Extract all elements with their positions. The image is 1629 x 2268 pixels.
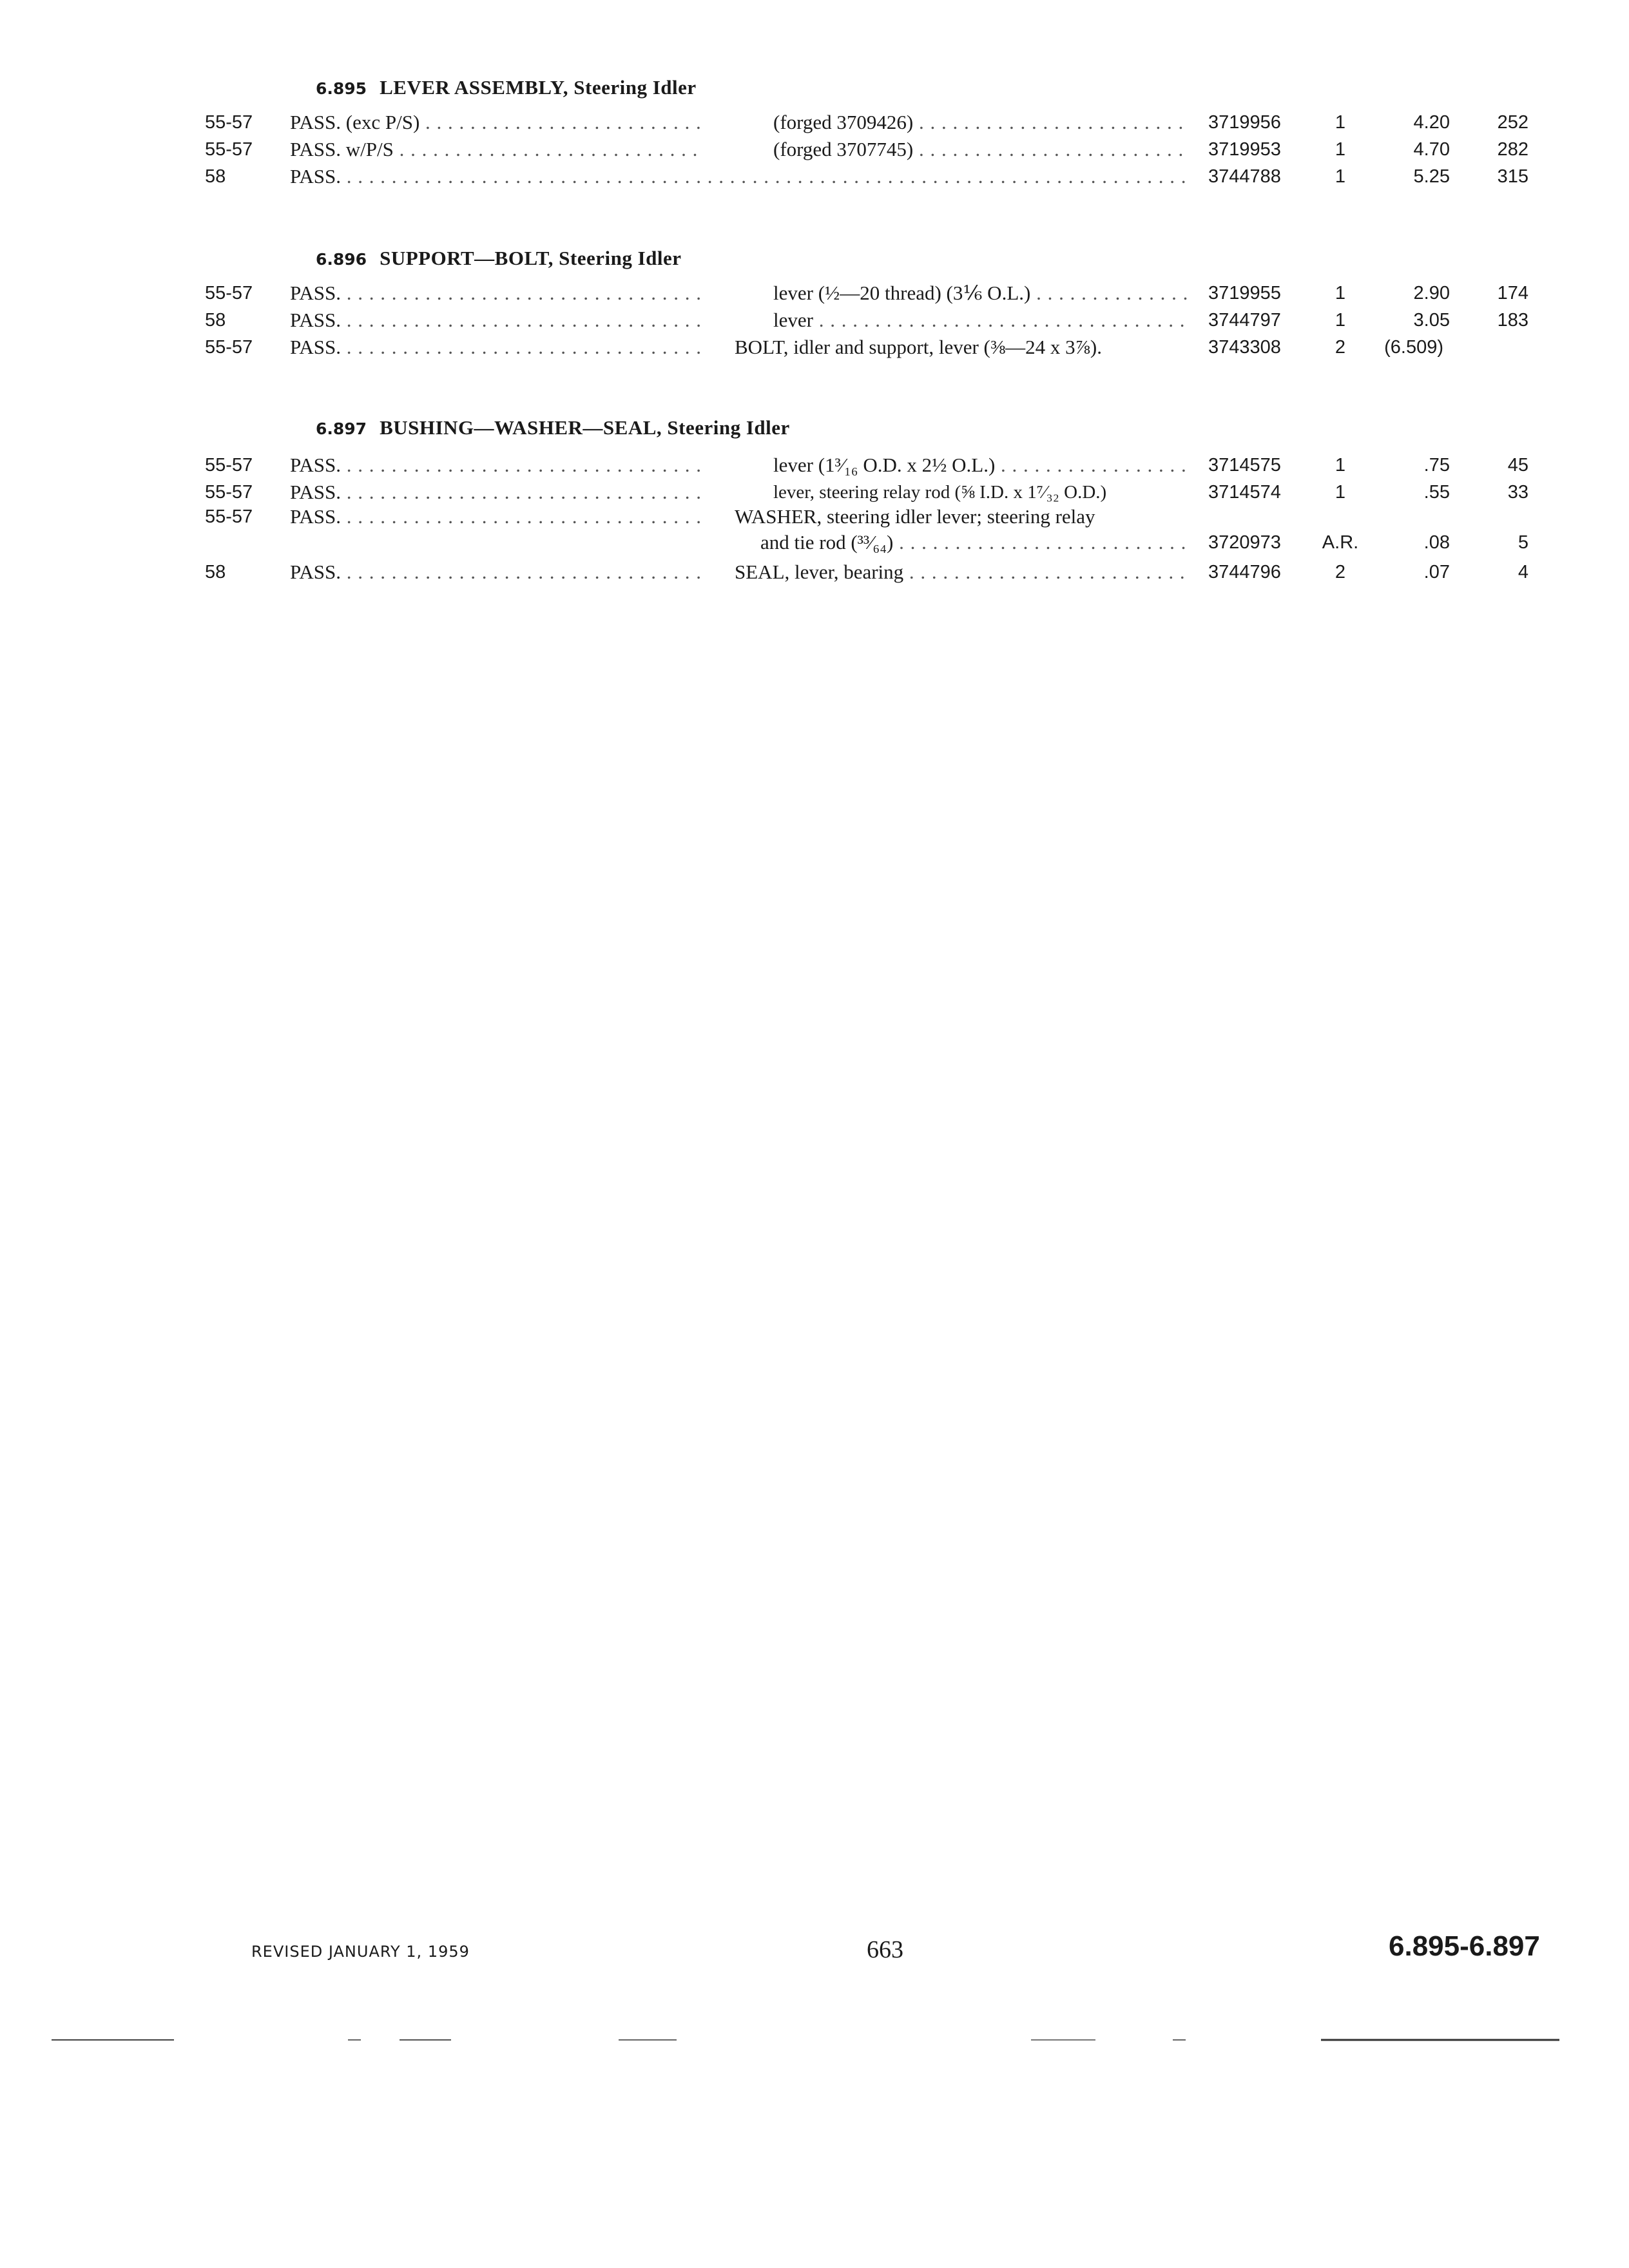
scan-artifact-line xyxy=(0,2039,1559,2041)
part-number: 3714574 xyxy=(1208,482,1281,503)
section-number: 6.897 xyxy=(316,419,367,438)
model: PASS. . . . xyxy=(290,452,702,478)
section-range: 6.895-6.897 xyxy=(1389,1930,1540,1962)
table-row xyxy=(0,110,1629,135)
description: lever (½—20 thread) (3⅙ O.L.) . . . xyxy=(773,280,1187,306)
quantity: 1 xyxy=(1335,455,1346,476)
description: lever, steering relay rod (⅝ I.D. x 1⁷⁄₃₂ O.D.) xyxy=(773,482,1107,503)
model: PASS. . . . xyxy=(290,479,702,505)
flat-rate: 174 xyxy=(1497,283,1528,303)
page-number: 663 xyxy=(867,1936,903,1963)
table-row xyxy=(0,452,1629,478)
years: 55-57 xyxy=(205,283,253,303)
flat-rate: 183 xyxy=(1497,310,1528,331)
flat-rate: 33 xyxy=(1507,482,1528,503)
flat-rate: 5 xyxy=(1518,532,1528,553)
model: PASS. . . . xyxy=(290,504,702,530)
price: (6.509) xyxy=(1384,337,1443,358)
years: 55-57 xyxy=(205,455,253,476)
flat-rate: 4 xyxy=(1518,562,1528,582)
section-title: LEVER ASSEMBLY, Steering Idler xyxy=(380,76,697,99)
section-number: 6.895 xyxy=(316,79,367,98)
model: PASS. . . . xyxy=(290,164,1187,189)
description: BOLT, idler and support, lever (⅜—24 x 3⅞). xyxy=(735,336,1102,358)
section-heading xyxy=(316,416,790,439)
table-row xyxy=(0,559,1629,585)
quantity: 1 xyxy=(1335,310,1346,331)
description-continued: and tie rod (³³⁄₆₄) . . . xyxy=(760,530,1187,555)
years: 58 xyxy=(205,166,226,187)
model: PASS. . . . xyxy=(290,334,702,360)
price: .55 xyxy=(1423,482,1450,503)
model: PASS. . . . xyxy=(290,280,702,306)
quantity: 2 xyxy=(1335,337,1346,358)
flat-rate: 315 xyxy=(1497,166,1528,187)
years: 55-57 xyxy=(205,482,253,503)
part-number: 3720973 xyxy=(1208,532,1281,553)
table-row xyxy=(0,504,1629,530)
quantity: 1 xyxy=(1335,139,1346,160)
years: 58 xyxy=(205,562,226,582)
price: .07 xyxy=(1423,562,1450,582)
table-row xyxy=(0,479,1629,505)
years: 58 xyxy=(205,310,226,331)
table-row xyxy=(0,137,1629,162)
description: (forged 3707745) . . . xyxy=(773,137,1187,162)
part-number: 3719953 xyxy=(1208,139,1281,160)
price: 5.25 xyxy=(1413,166,1450,187)
table-row xyxy=(0,280,1629,306)
quantity: 1 xyxy=(1335,166,1346,187)
price: .75 xyxy=(1423,455,1450,476)
years: 55-57 xyxy=(205,506,253,527)
table-row xyxy=(0,334,1629,360)
section-number: 6.896 xyxy=(316,250,367,269)
quantity: A.R. xyxy=(1322,532,1359,553)
quantity: 1 xyxy=(1335,482,1346,503)
part-number: 3743308 xyxy=(1208,337,1281,358)
part-number: 3744788 xyxy=(1208,166,1281,187)
price: 4.70 xyxy=(1413,139,1450,160)
table-row xyxy=(0,164,1629,189)
section-title: SUPPORT—BOLT, Steering Idler xyxy=(380,247,682,269)
flat-rate: 252 xyxy=(1497,112,1528,133)
description: lever (1³⁄₁₆ O.D. x 2½ O.L.) . . . xyxy=(773,452,1187,478)
price: 2.90 xyxy=(1413,283,1450,303)
section-heading xyxy=(316,76,697,99)
years: 55-57 xyxy=(205,139,253,160)
model: PASS. (exc P/S) . . . xyxy=(290,110,702,135)
model: PASS. . . . xyxy=(290,307,702,333)
description: SEAL, lever, bearing . . . xyxy=(735,559,1187,585)
price: 4.20 xyxy=(1413,112,1450,133)
part-number: 3719955 xyxy=(1208,283,1281,303)
price: .08 xyxy=(1423,532,1450,553)
quantity: 2 xyxy=(1335,562,1346,582)
part-number: 3714575 xyxy=(1208,455,1281,476)
quantity: 1 xyxy=(1335,112,1346,133)
years: 55-57 xyxy=(205,112,253,133)
table-row-continued xyxy=(0,530,1629,555)
description: WASHER, steering idler lever; steering relay xyxy=(735,505,1095,528)
years: 55-57 xyxy=(205,337,253,358)
section-title: BUSHING—WASHER—SEAL, Steering Idler xyxy=(380,416,790,439)
price: 3.05 xyxy=(1413,310,1450,331)
part-number: 3744796 xyxy=(1208,562,1281,582)
part-number: 3719956 xyxy=(1208,112,1281,133)
quantity: 1 xyxy=(1335,283,1346,303)
section-heading xyxy=(316,247,682,270)
description: (forged 3709426) . . . xyxy=(773,110,1187,135)
table-row xyxy=(0,307,1629,333)
flat-rate: 282 xyxy=(1497,139,1528,160)
model: PASS. . . . xyxy=(290,559,702,585)
flat-rate: 45 xyxy=(1507,455,1528,476)
description: lever . . . xyxy=(773,307,1187,333)
revision-date: REVISED JANUARY 1, 1959 xyxy=(251,1943,470,1961)
model: PASS. w/P/S . . . xyxy=(290,137,702,162)
part-number: 3744797 xyxy=(1208,310,1281,331)
